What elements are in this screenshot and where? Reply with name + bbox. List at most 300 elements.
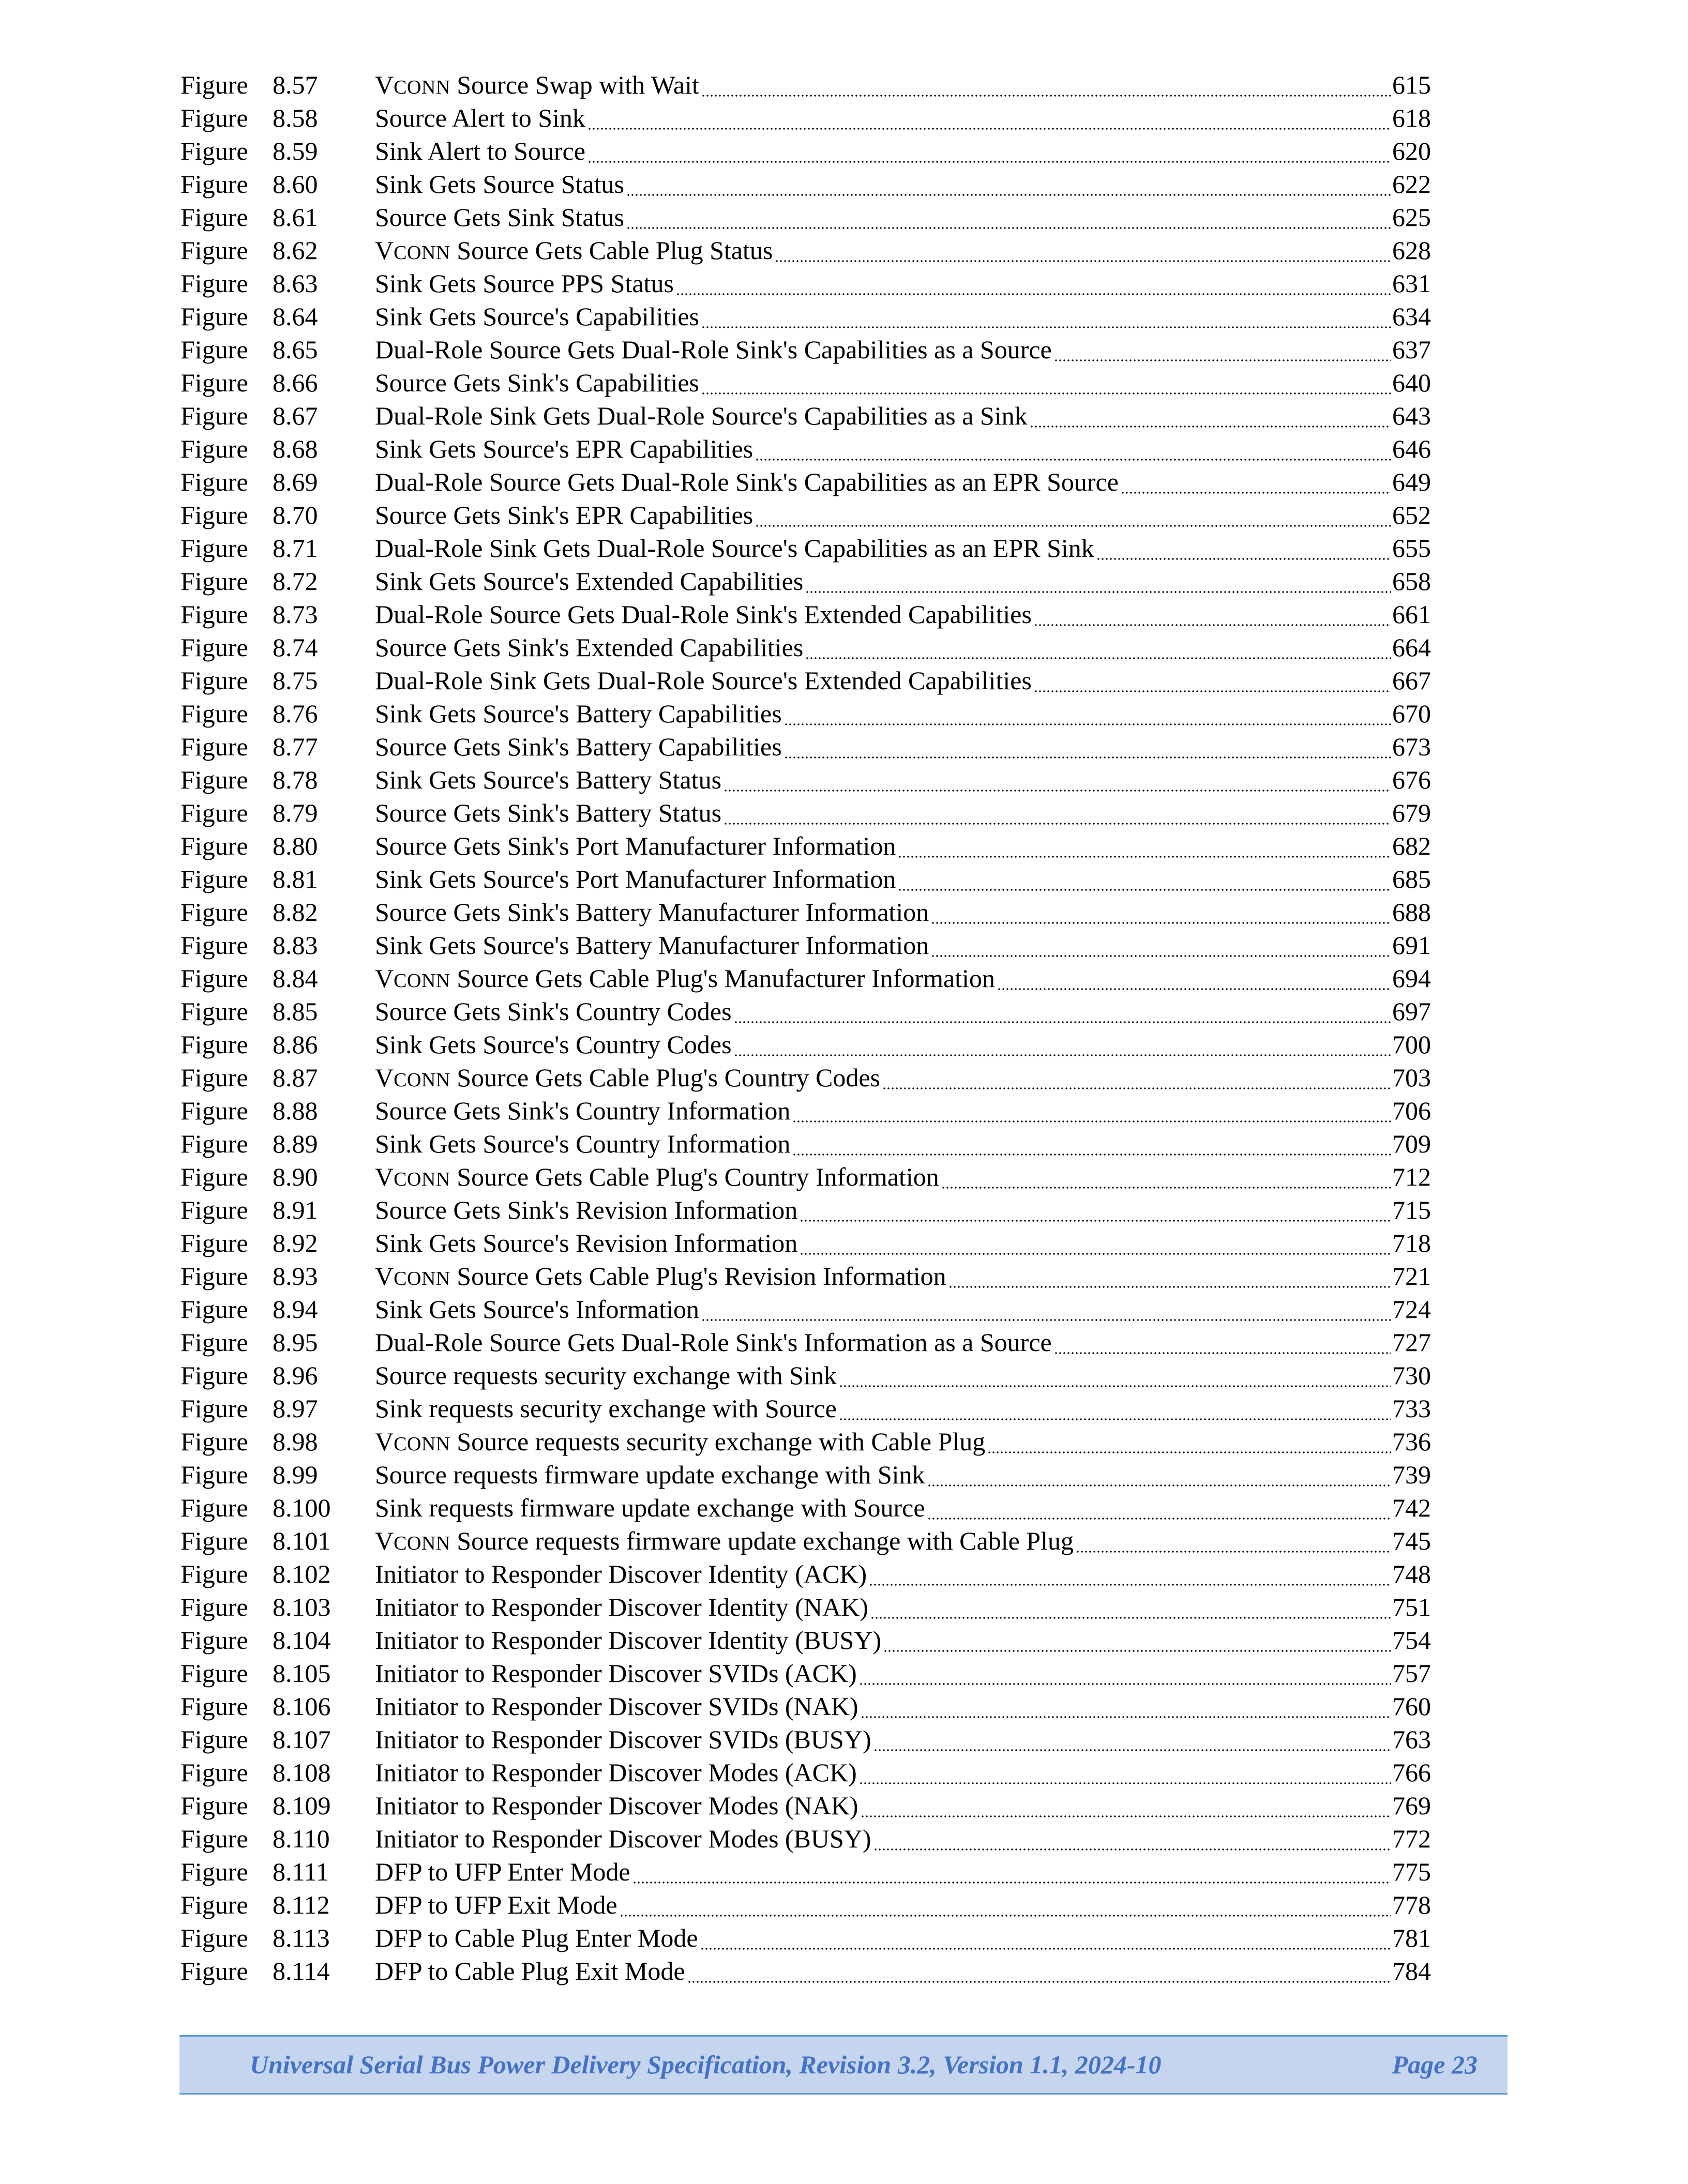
toc-entry-line xyxy=(375,1855,1431,1891)
figure-number: 8.57 xyxy=(273,70,318,99)
figure-title-text: Dual-Role Sink Gets Dual-Role Source's Capabilities as a Sink xyxy=(375,401,1028,430)
figure-label: Figure xyxy=(180,170,248,199)
toc-entry[interactable] xyxy=(180,1888,1431,1921)
toc-entry[interactable] xyxy=(180,101,1431,134)
figure-label: Figure xyxy=(180,798,248,827)
figure-label: Figure xyxy=(180,236,248,265)
figure-number: 8.87 xyxy=(273,1063,318,1092)
figure-label: Figure xyxy=(180,103,248,132)
toc-entry[interactable] xyxy=(180,134,1431,168)
toc-entry[interactable] xyxy=(180,1954,1431,1988)
page-number[interactable]: 748 xyxy=(1392,1559,1431,1588)
toc-entry[interactable] xyxy=(180,796,1431,829)
toc-entry[interactable] xyxy=(180,730,1431,763)
dot-leader xyxy=(861,1815,1391,1817)
toc-entry[interactable] xyxy=(180,68,1431,101)
figure-label: Figure xyxy=(180,1295,248,1324)
toc-entry[interactable] xyxy=(180,829,1431,862)
dot-leader xyxy=(861,1716,1391,1718)
figure-label: Figure xyxy=(180,1593,248,1621)
page-number[interactable]: 618 xyxy=(1392,103,1431,132)
page-number[interactable]: 742 xyxy=(1392,1493,1431,1522)
toc-entry[interactable] xyxy=(180,697,1431,730)
toc-entry[interactable] xyxy=(180,1061,1431,1094)
figure-title[interactable] xyxy=(375,1690,861,1725)
figure-title[interactable] xyxy=(375,664,1034,700)
figure-number: 8.82 xyxy=(273,898,318,927)
toc-entry[interactable] xyxy=(180,631,1431,664)
toc-entry-line xyxy=(375,1624,1431,1659)
figure-title[interactable] xyxy=(375,565,805,600)
dot-leader xyxy=(873,1749,1391,1751)
figure-number: 8.96 xyxy=(273,1361,318,1390)
page-number[interactable]: 637 xyxy=(1392,335,1431,364)
toc-entry[interactable] xyxy=(180,1921,1431,1954)
figure-title-text: Source Swap with Wait xyxy=(450,70,699,99)
figure-title[interactable] xyxy=(375,1359,839,1394)
figure-title-text: Source Gets Sink's EPR Capabilities xyxy=(375,501,753,529)
vconn-prefix-cap: V xyxy=(375,1262,394,1291)
page-number[interactable]: 673 xyxy=(1392,732,1431,761)
toc-entry[interactable] xyxy=(180,366,1431,399)
toc-entry[interactable] xyxy=(180,929,1431,962)
figure-title[interactable] xyxy=(375,829,898,865)
page-number[interactable]: 691 xyxy=(1392,931,1431,960)
vconn-prefix-smallcaps: CONN xyxy=(394,1533,450,1554)
toc-entry[interactable] xyxy=(180,1094,1431,1127)
page-number[interactable]: 733 xyxy=(1392,1394,1431,1423)
toc-entry-line xyxy=(375,697,1431,733)
page-number[interactable]: 745 xyxy=(1392,1526,1431,1555)
toc-entry[interactable] xyxy=(180,962,1431,995)
page-number[interactable]: 754 xyxy=(1392,1626,1431,1655)
figure-title-text: Dual-Role Source Gets Dual-Role Sink's Information as a Source xyxy=(375,1328,1052,1357)
figure-label: Figure xyxy=(180,1923,248,1952)
figure-title[interactable] xyxy=(375,300,701,336)
figure-title[interactable] xyxy=(375,1028,734,1064)
dot-leader xyxy=(587,128,1391,130)
figure-title[interactable] xyxy=(375,1624,883,1659)
figure-label: Figure xyxy=(180,765,248,794)
vconn-prefix-cap: V xyxy=(375,70,394,99)
toc-entry[interactable] xyxy=(180,168,1431,201)
page-number[interactable]: 679 xyxy=(1392,798,1431,827)
toc-entry-line xyxy=(375,168,1431,203)
figure-title[interactable] xyxy=(375,1822,873,1858)
page-number[interactable]: 697 xyxy=(1392,997,1431,1026)
figure-title[interactable] xyxy=(375,399,1030,435)
page-number[interactable]: 658 xyxy=(1392,567,1431,596)
dot-leader xyxy=(927,1484,1391,1487)
figure-title[interactable] xyxy=(375,1425,987,1461)
page-number[interactable]: 670 xyxy=(1392,699,1431,728)
figure-title[interactable] xyxy=(375,201,626,236)
page-number[interactable]: 615 xyxy=(1392,70,1431,99)
figure-label: Figure xyxy=(180,335,248,364)
figure-title[interactable] xyxy=(375,1789,861,1825)
page-number[interactable]: 715 xyxy=(1392,1195,1431,1224)
dot-leader xyxy=(626,194,1391,196)
toc-entry-line xyxy=(375,432,1431,468)
page-number[interactable]: 724 xyxy=(1392,1295,1431,1324)
figure-title-text: Initiator to Responder Discover SVIDs (NAK) xyxy=(375,1692,858,1721)
figure-label: Figure xyxy=(180,831,248,860)
figure-title[interactable] xyxy=(375,432,755,468)
page-number[interactable]: 655 xyxy=(1392,534,1431,563)
toc-entry[interactable] xyxy=(180,300,1431,333)
figure-title[interactable] xyxy=(375,168,626,203)
page-number[interactable]: 634 xyxy=(1392,302,1431,331)
figure-number: 8.62 xyxy=(273,236,318,265)
figure-label: Figure xyxy=(180,1857,248,1886)
page-number[interactable]: 709 xyxy=(1392,1129,1431,1158)
figure-label: Figure xyxy=(180,567,248,596)
toc-entry[interactable] xyxy=(180,1756,1431,1789)
figure-number: 8.75 xyxy=(273,666,318,695)
toc-entry[interactable] xyxy=(180,399,1431,432)
figure-label: Figure xyxy=(180,1394,248,1423)
dot-leader xyxy=(898,856,1391,858)
toc-entry[interactable] xyxy=(180,1590,1431,1624)
dot-leader xyxy=(701,326,1391,328)
vconn-prefix-cap: V xyxy=(375,1427,394,1456)
figure-title-text: Source Gets Sink's Revision Information xyxy=(375,1195,798,1224)
toc-entry[interactable] xyxy=(180,267,1431,300)
toc-entry-line xyxy=(375,565,1431,600)
page-number[interactable]: 766 xyxy=(1392,1758,1431,1787)
toc-entry[interactable] xyxy=(180,1557,1431,1590)
figure-title-text: Source Gets Sink Status xyxy=(375,203,624,232)
figure-title-text: Sink Gets Source's Revision Information xyxy=(375,1228,798,1257)
page-number[interactable]: 664 xyxy=(1392,633,1431,662)
toc-entry[interactable] xyxy=(180,598,1431,631)
figure-title[interactable] xyxy=(375,333,1054,369)
figure-title[interactable] xyxy=(375,1557,869,1593)
figure-title-text: Initiator to Responder Discover SVIDs (ACK) xyxy=(375,1659,857,1688)
toc-entry[interactable] xyxy=(180,1226,1431,1260)
dot-leader xyxy=(839,1385,1391,1387)
figure-title-text: Sink Gets Source's Port Manufacturer Information xyxy=(375,865,896,893)
toc-entry-line xyxy=(375,1524,1431,1560)
figure-title[interactable] xyxy=(375,1061,882,1097)
page-number[interactable]: 631 xyxy=(1392,269,1431,298)
figure-title[interactable] xyxy=(375,234,775,269)
figure-title[interactable] xyxy=(375,962,997,997)
toc-entry-line xyxy=(375,1756,1431,1792)
page-number[interactable]: 739 xyxy=(1392,1460,1431,1489)
figure-label: Figure xyxy=(180,1493,248,1522)
toc-entry[interactable] xyxy=(180,763,1431,796)
figure-title[interactable] xyxy=(375,929,931,964)
page-number[interactable]: 667 xyxy=(1392,666,1431,695)
footer-page-number: Page 23 xyxy=(1392,2050,1478,2079)
page-number[interactable]: 622 xyxy=(1392,170,1431,199)
toc-entry-line xyxy=(375,465,1431,501)
page-number[interactable]: 781 xyxy=(1392,1923,1431,1952)
vconn-prefix-smallcaps: CONN xyxy=(394,242,450,264)
toc-entry-line xyxy=(375,1425,1431,1461)
figure-title[interactable] xyxy=(375,1293,701,1328)
page-number[interactable]: 778 xyxy=(1392,1890,1431,1919)
figure-number: 8.60 xyxy=(273,170,318,199)
figure-title-text: DFP to UFP Enter Mode xyxy=(375,1857,630,1886)
figure-title[interactable] xyxy=(375,1723,873,1758)
page-number[interactable]: 646 xyxy=(1392,434,1431,463)
toc-entry-line xyxy=(375,68,1431,104)
toc-entry-line xyxy=(375,201,1431,236)
figure-title-text: Sink Gets Source Status xyxy=(375,170,624,199)
page-number[interactable]: 625 xyxy=(1392,203,1431,232)
dot-leader xyxy=(1030,426,1391,428)
figure-title[interactable] xyxy=(375,995,734,1030)
vconn-prefix-cap: V xyxy=(375,1063,394,1092)
figure-label: Figure xyxy=(180,732,248,761)
figure-title-text: Source Gets Sink's Battery Manufacturer Information xyxy=(375,898,929,927)
figure-title-text: Initiator to Responder Discover Identity (NAK) xyxy=(375,1593,868,1621)
figure-title[interactable] xyxy=(375,1756,859,1792)
figure-title[interactable] xyxy=(375,1888,620,1924)
page-number[interactable]: 640 xyxy=(1392,368,1431,397)
toc-entry[interactable] xyxy=(180,565,1431,598)
toc-entry-line xyxy=(375,1226,1431,1262)
figure-title-text: Initiator to Responder Discover Modes (ACK) xyxy=(375,1758,857,1787)
figure-title[interactable] xyxy=(375,1226,800,1262)
figure-label: Figure xyxy=(180,1692,248,1721)
figure-title-text: Source requests firmware update exchange with Cable Plug xyxy=(450,1526,1074,1555)
toc-entry-line xyxy=(375,763,1431,799)
figure-title[interactable] xyxy=(375,498,755,534)
page-number[interactable]: 688 xyxy=(1392,898,1431,927)
figure-title[interactable] xyxy=(375,1193,800,1229)
page-number[interactable]: 706 xyxy=(1392,1096,1431,1125)
figure-title[interactable] xyxy=(375,631,805,666)
toc-entry[interactable] xyxy=(180,1293,1431,1326)
figure-label: Figure xyxy=(180,1626,248,1655)
page-number[interactable]: 769 xyxy=(1392,1791,1431,1820)
toc-entry[interactable] xyxy=(180,1855,1431,1888)
toc-entry[interactable] xyxy=(180,1458,1431,1491)
figure-number: 8.94 xyxy=(273,1295,318,1324)
page-number[interactable]: 682 xyxy=(1392,831,1431,860)
page-number[interactable]: 760 xyxy=(1392,1692,1431,1721)
toc-entry-line xyxy=(375,1921,1431,1957)
toc-entry-line xyxy=(375,300,1431,336)
toc-entry[interactable] xyxy=(180,1326,1431,1359)
toc-entry[interactable] xyxy=(180,532,1431,565)
toc-entry[interactable] xyxy=(180,1624,1431,1657)
page-number[interactable]: 718 xyxy=(1392,1228,1431,1257)
dot-leader xyxy=(1121,492,1391,494)
figure-title[interactable] xyxy=(375,1260,948,1295)
figure-title-text: Source requests security exchange with Sink xyxy=(375,1361,837,1390)
toc-entry[interactable] xyxy=(180,234,1431,267)
page-number[interactable]: 730 xyxy=(1392,1361,1431,1390)
figure-label: Figure xyxy=(180,1725,248,1754)
list-of-figures xyxy=(180,68,1431,1988)
toc-entry[interactable] xyxy=(180,1524,1431,1557)
page-number[interactable]: 772 xyxy=(1392,1824,1431,1853)
figure-number: 8.77 xyxy=(273,732,318,761)
toc-entry-line xyxy=(375,631,1431,666)
figure-label: Figure xyxy=(180,1791,248,1820)
toc-entry[interactable] xyxy=(180,1359,1431,1392)
figure-title[interactable] xyxy=(375,796,724,832)
toc-entry[interactable] xyxy=(180,862,1431,896)
page-number[interactable]: 712 xyxy=(1392,1162,1431,1191)
figure-title-text: Sink Alert to Source xyxy=(375,136,585,165)
toc-entry[interactable] xyxy=(180,1657,1431,1690)
dot-leader xyxy=(587,161,1391,163)
toc-entry[interactable] xyxy=(180,465,1431,498)
toc-entry-line xyxy=(375,1590,1431,1626)
figure-label: Figure xyxy=(180,1659,248,1688)
page-number[interactable]: 757 xyxy=(1392,1659,1431,1688)
toc-entry[interactable] xyxy=(180,1127,1431,1160)
figure-title-text: Sink Gets Source's Battery Capabilities xyxy=(375,699,782,728)
figure-title[interactable] xyxy=(375,465,1121,501)
dot-leader xyxy=(931,955,1391,957)
toc-entry[interactable] xyxy=(180,1822,1431,1855)
toc-entry[interactable] xyxy=(180,1193,1431,1226)
toc-entry[interactable] xyxy=(180,201,1431,234)
figure-number: 8.111 xyxy=(273,1857,329,1886)
figure-title[interactable] xyxy=(375,1921,700,1957)
figure-title[interactable] xyxy=(375,1855,632,1891)
figure-title[interactable] xyxy=(375,697,784,733)
figure-title[interactable] xyxy=(375,101,587,137)
figure-title-text: Source Gets Cable Plug's Country Codes xyxy=(450,1063,880,1092)
toc-entry-line xyxy=(375,598,1431,633)
toc-entry[interactable] xyxy=(180,1260,1431,1293)
page-number[interactable]: 736 xyxy=(1392,1427,1431,1456)
vconn-prefix-smallcaps: CONN xyxy=(394,1069,450,1091)
toc-entry[interactable] xyxy=(180,1028,1431,1061)
page-number[interactable]: 751 xyxy=(1392,1593,1431,1621)
toc-entry-line xyxy=(375,929,1431,964)
figure-title[interactable] xyxy=(375,1657,859,1692)
page-number[interactable]: 628 xyxy=(1392,236,1431,265)
figure-title[interactable] xyxy=(375,763,724,799)
figure-title[interactable] xyxy=(375,598,1034,633)
figure-title[interactable] xyxy=(375,532,1096,567)
toc-entry[interactable] xyxy=(180,1723,1431,1756)
figure-title[interactable] xyxy=(375,1160,941,1196)
toc-entry[interactable] xyxy=(180,1425,1431,1458)
figure-title[interactable] xyxy=(375,1590,870,1626)
page-number[interactable]: 763 xyxy=(1392,1725,1431,1754)
figure-title[interactable] xyxy=(375,730,784,766)
dot-leader xyxy=(792,1154,1391,1156)
figure-title[interactable] xyxy=(375,1524,1076,1560)
figure-number: 8.65 xyxy=(273,335,318,364)
figure-label: Figure xyxy=(180,1427,248,1456)
toc-entry[interactable] xyxy=(180,1789,1431,1822)
page-number[interactable]: 694 xyxy=(1392,964,1431,993)
toc-entry[interactable] xyxy=(180,498,1431,532)
figure-label: Figure xyxy=(180,1063,248,1092)
page-number[interactable]: 643 xyxy=(1392,401,1431,430)
figure-title[interactable] xyxy=(375,1127,792,1163)
figure-number: 8.86 xyxy=(273,1030,318,1059)
figure-title-text: Dual-Role Source Gets Dual-Role Sink's Capabilities as an EPR Source xyxy=(375,467,1119,496)
toc-entry[interactable] xyxy=(180,333,1431,366)
figure-title-text: Source Gets Sink's Extended Capabilities xyxy=(375,633,804,662)
page-footer xyxy=(179,2035,1508,2095)
toc-entry-line xyxy=(375,796,1431,832)
toc-entry[interactable] xyxy=(180,896,1431,929)
figure-title-text: Sink Gets Source's EPR Capabilities xyxy=(375,434,753,463)
figure-number: 8.85 xyxy=(273,997,318,1026)
figure-title[interactable] xyxy=(375,134,587,170)
page-number[interactable]: 685 xyxy=(1392,865,1431,893)
figure-title[interactable] xyxy=(375,68,701,104)
page-number[interactable]: 721 xyxy=(1392,1262,1431,1291)
page-number[interactable]: 676 xyxy=(1392,765,1431,794)
page-number[interactable]: 649 xyxy=(1392,467,1431,496)
page-number[interactable]: 700 xyxy=(1392,1030,1431,1059)
dot-leader xyxy=(724,823,1391,825)
figure-title-text: Source Gets Sink's Capabilities xyxy=(375,368,700,397)
page-number[interactable]: 727 xyxy=(1392,1328,1431,1357)
figure-label: Figure xyxy=(180,1559,248,1588)
vconn-prefix-smallcaps: CONN xyxy=(394,970,450,992)
dot-leader xyxy=(882,1087,1391,1089)
dot-leader xyxy=(775,260,1391,262)
toc-entry-line xyxy=(375,730,1431,766)
figure-title-text: Source Alert to Sink xyxy=(375,103,585,132)
figure-title[interactable] xyxy=(375,267,676,302)
figure-title-text: Source Gets Sink's Country Codes xyxy=(375,997,732,1026)
page-number[interactable]: 620 xyxy=(1392,136,1431,165)
page-number[interactable]: 661 xyxy=(1392,600,1431,629)
toc-entry[interactable] xyxy=(180,664,1431,697)
figure-title[interactable] xyxy=(375,1954,687,1990)
figure-number: 8.58 xyxy=(273,103,318,132)
figure-title[interactable] xyxy=(375,1458,927,1494)
figure-title[interactable] xyxy=(375,1491,927,1527)
toc-entry[interactable] xyxy=(180,995,1431,1028)
figure-title[interactable] xyxy=(375,896,931,931)
figure-number: 8.88 xyxy=(273,1096,318,1125)
dot-leader xyxy=(632,1882,1391,1884)
page-number[interactable]: 775 xyxy=(1392,1857,1431,1886)
dot-leader xyxy=(839,1418,1391,1420)
toc-entry-line xyxy=(375,995,1431,1030)
figure-title[interactable] xyxy=(375,862,898,898)
page-number[interactable]: 703 xyxy=(1392,1063,1431,1092)
toc-entry[interactable] xyxy=(180,432,1431,465)
page-number[interactable]: 784 xyxy=(1392,1957,1431,1985)
figure-title-text: Sink Gets Source's Country Information xyxy=(375,1129,791,1158)
figure-number: 8.71 xyxy=(273,534,318,563)
toc-entry[interactable] xyxy=(180,1392,1431,1425)
toc-entry-line xyxy=(375,1458,1431,1494)
figure-title[interactable] xyxy=(375,1392,839,1428)
figure-title[interactable] xyxy=(375,366,701,402)
toc-entry[interactable] xyxy=(180,1160,1431,1193)
figure-label: Figure xyxy=(180,534,248,563)
dot-leader xyxy=(755,459,1391,461)
figure-title[interactable] xyxy=(375,1094,792,1130)
figure-title[interactable] xyxy=(375,1326,1054,1361)
vconn-prefix-smallcaps: CONN xyxy=(394,1433,450,1455)
toc-entry-line xyxy=(375,1193,1431,1229)
figure-title-text: Initiator to Responder Discover Identity (BUSY) xyxy=(375,1626,881,1655)
figure-label: Figure xyxy=(180,1096,248,1125)
toc-entry[interactable] xyxy=(180,1690,1431,1723)
toc-entry[interactable] xyxy=(180,1491,1431,1524)
page-number[interactable]: 652 xyxy=(1392,501,1431,529)
